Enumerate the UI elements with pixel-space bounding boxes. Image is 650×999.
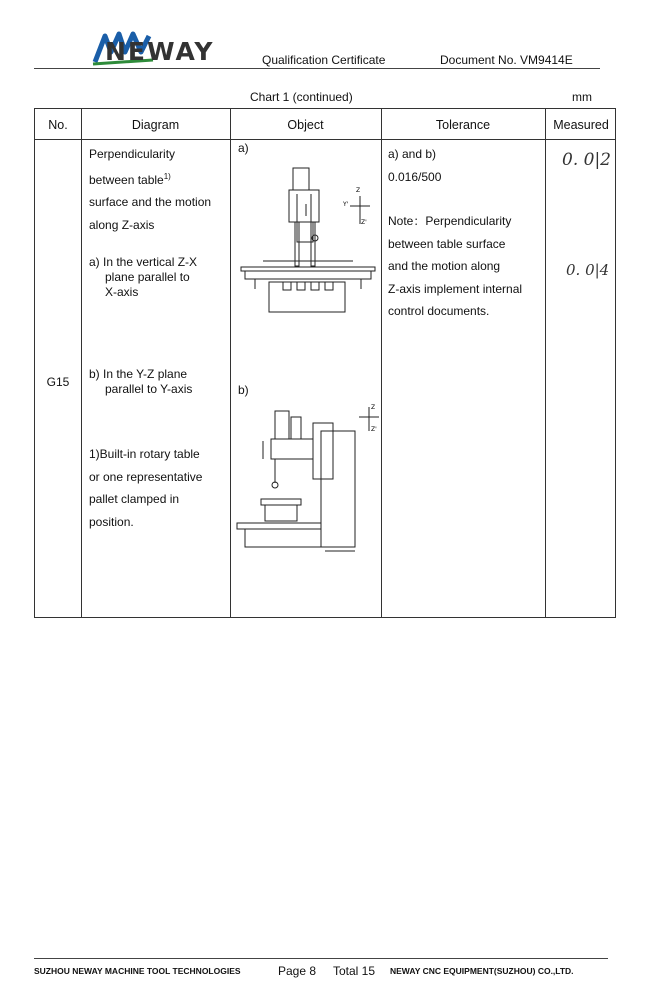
page-total: Total 15 [333,964,376,978]
certificate-title: Qualification Certificate [262,53,386,67]
svg-text:Z: Z [371,404,376,411]
object-label-b: b) [238,383,249,397]
inspection-table [34,108,616,618]
tolerance-value: a) and b) 0.016/500 [388,147,442,184]
diagram-case-a: a) In the vertical Z-X plane parallel to X-axis [89,255,198,299]
unit-label: mm [572,90,592,104]
col-measured: Measured [553,118,609,132]
footer-company-left: SUZHOU NEWAY MACHINE TOOL TECHNOLOGIES [34,966,241,976]
diagram-note: 1)Built-in rotary table or one representative pallet clamped in position. [89,447,203,529]
measured-value-a: 0. 0|2 [562,150,611,170]
diagram-case-b: b) In the Y-Z plane parallel to Y-axis [89,367,193,396]
svg-text:Y': Y' [343,201,349,208]
measured-value-b: 0. 0|4 [566,261,610,279]
brand-name: NEWAY [105,37,215,66]
svg-text:Z': Z' [371,426,377,433]
tolerance-note: Note：Perpendicularity between table surface and the motion along Z-axis implement internal control documents. [388,214,523,318]
machine-drawing-b [235,401,380,561]
footer-divider [34,958,608,959]
page-number: Page 8 [278,964,317,978]
col-tolerance: Tolerance [435,118,491,132]
header-divider [34,68,600,69]
col-diagram: Diagram [131,118,180,132]
item-number: G15 [46,375,70,389]
object-label-a: a) [238,141,249,155]
footer-company-right: NEWAY CNC EQUIPMENT(SUZHOU) CO.,LTD. [390,966,574,976]
svg-text:Z: Z [356,187,361,194]
col-no: No. [48,118,68,132]
col-object: Object [287,118,324,132]
machine-drawing-a [235,154,380,324]
document-number: Document No. VM9414E [440,53,573,67]
svg-text:Z': Z' [361,219,367,226]
diagram-description: Perpendicularity between table$^{1)}$ surface and the motion along Z-axis [89,147,212,232]
chart-caption: Chart 1 (continued) [250,90,353,104]
